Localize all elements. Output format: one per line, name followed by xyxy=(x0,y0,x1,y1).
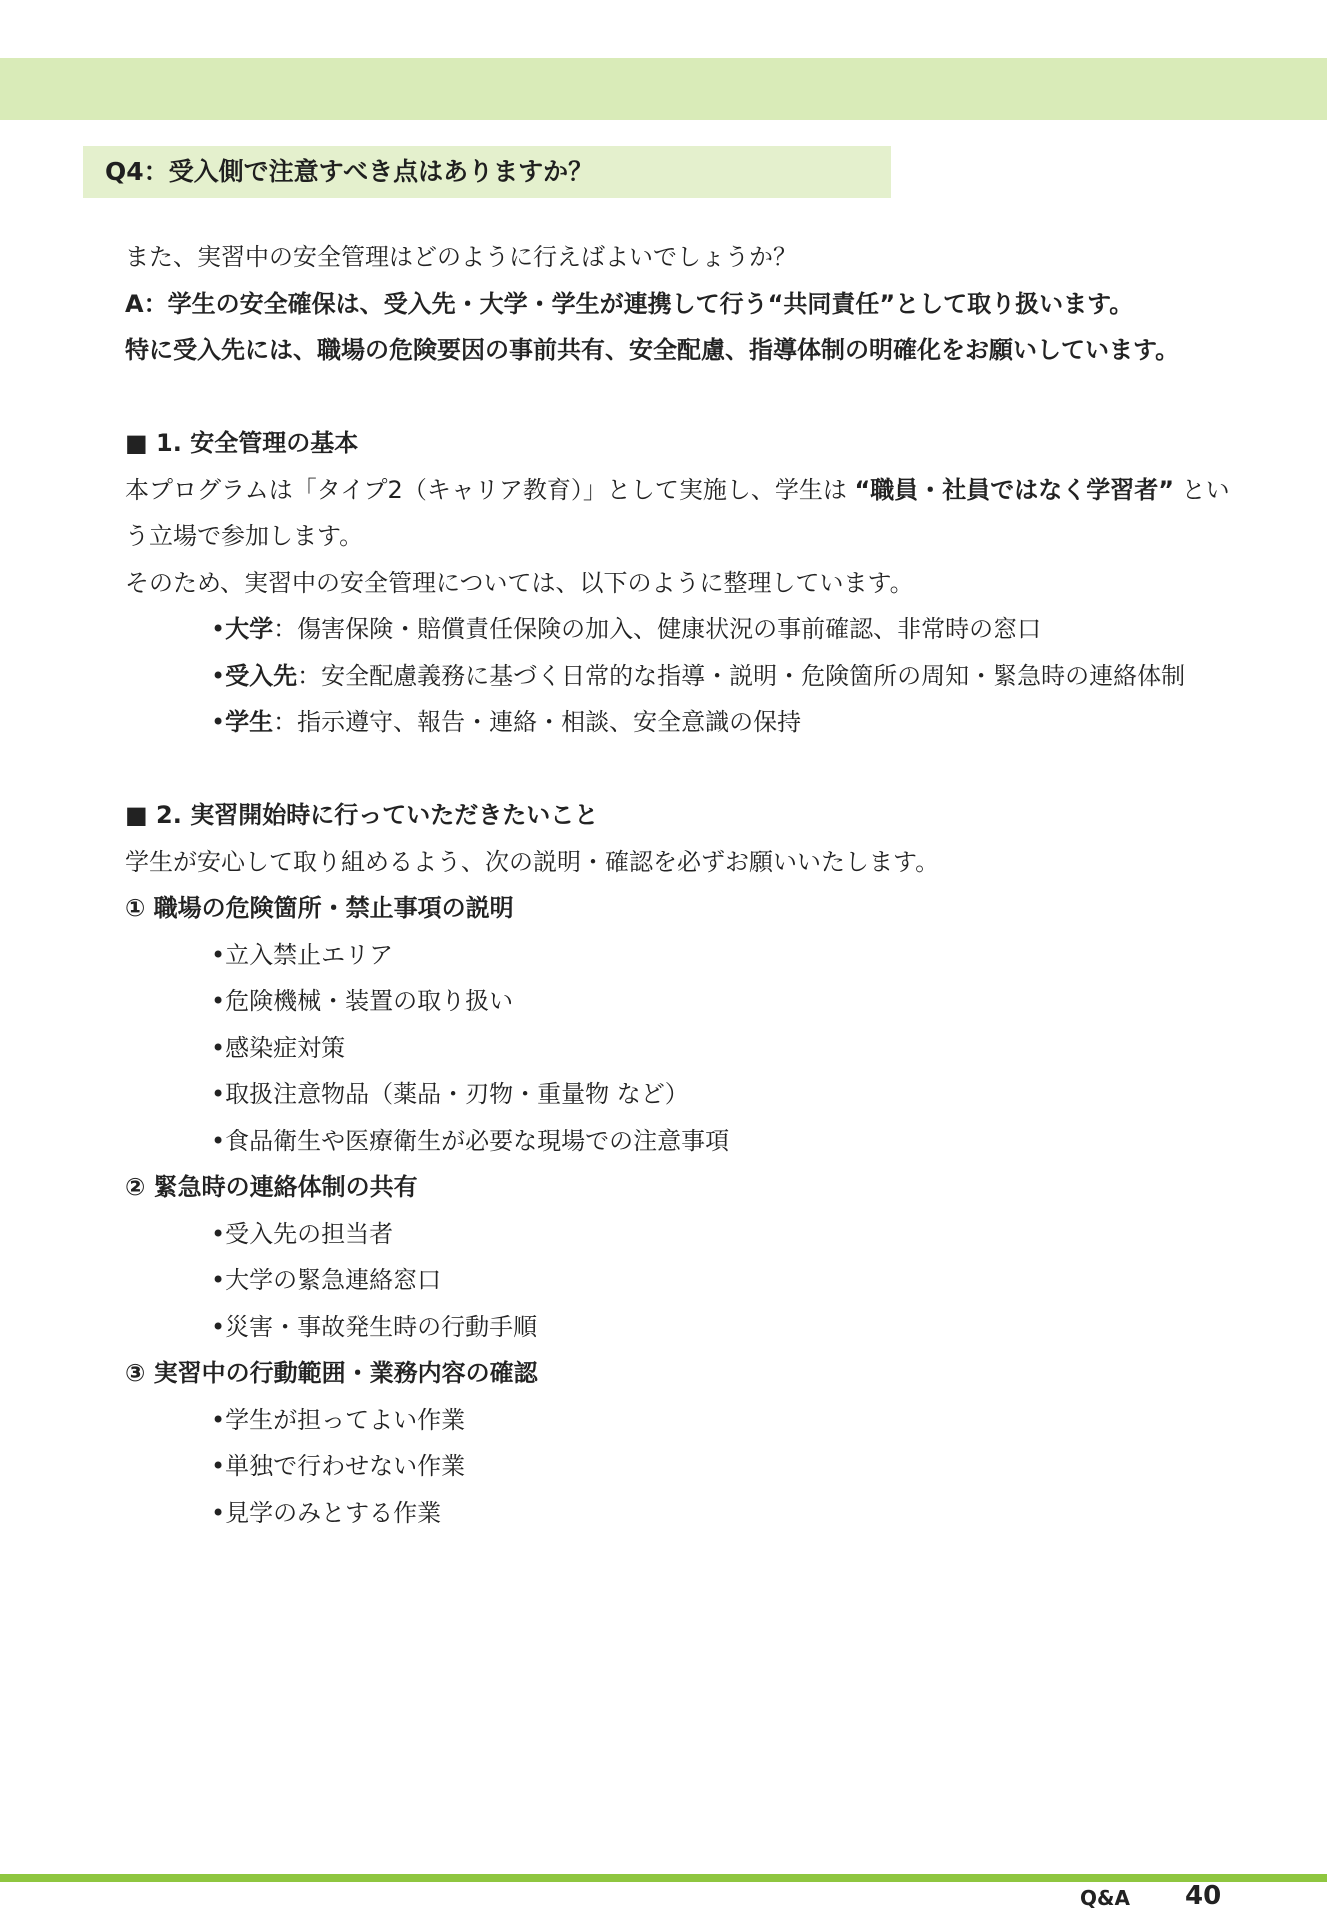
section-1-paragraph-cont: う立場で参加します。 xyxy=(125,522,364,550)
list-item: •取扱注意物品（薬品・刃物・重量物 など） xyxy=(211,1080,689,1108)
responsibility-university: •大学：傷害保険・賠償責任保険の加入、健康状況の事前確認、非常時の窓口 xyxy=(211,615,1042,643)
intro-line-1: また、実習中の安全管理はどのように行えばよいでしょうか？ xyxy=(125,243,797,271)
answer-line-1: A：学生の安全確保は、受入先・大学・学生が連携して行う“共同責任”として取り扱います。 xyxy=(125,289,1134,318)
section-2-heading: ■ 2. 実習開始時に行っていただきたいこと xyxy=(125,801,599,829)
list-item: •立入禁止エリア xyxy=(211,940,394,969)
subsection-1-title: ① 職場の危険箇所・禁止事項の説明 xyxy=(125,894,514,922)
list-item: •見学のみとする作業 xyxy=(211,1498,442,1527)
list-item: •食品衛生や医療衛生が必要な現場での注意事項 xyxy=(211,1126,730,1155)
main-content xyxy=(125,234,1230,1536)
responsibility-label: 学生 xyxy=(225,708,274,736)
question-heading: Q4：受入側で注意すべき点はありますか？ xyxy=(83,146,891,198)
header-band xyxy=(0,58,1327,120)
list-item: •災害・事故発生時の行動手順 xyxy=(211,1312,538,1341)
list-item: •単独で行わせない作業 xyxy=(211,1452,466,1480)
responsibility-label: 大学 xyxy=(225,615,274,643)
list-item: •危険機械・装置の取り扱い xyxy=(211,987,514,1015)
responsibility-text: ：安全配慮義務に基づく日常的な指導・説明・危険箇所の周知・緊急時の連絡体制 xyxy=(297,661,1186,690)
responsibility-text: ：指示遵守、報告・連絡・相談、安全意識の保持 xyxy=(273,708,802,736)
list-item: •感染症対策 xyxy=(211,1033,346,1062)
responsibility-text: ：傷害保険・賠償責任保険の加入、健康状況の事前確認、非常時の窓口 xyxy=(273,615,1042,643)
text: 本プログラムは「タイプ2（キャリア教育）」として実施し、学生は xyxy=(125,475,855,504)
text: とい xyxy=(1174,475,1230,504)
responsibility-student: •学生：指示遵守、報告・連絡・相談、安全意識の保持 xyxy=(211,708,802,736)
answer-line-2: 特に受入先には、職場の危険要因の事前共有、安全配慮、指導体制の明確化をお願いしています。 xyxy=(125,336,1180,364)
list-item: •受入先の担当者 xyxy=(211,1219,394,1248)
footer-section-label: Q&A xyxy=(1080,1886,1130,1910)
list-item: •学生が担ってよい作業 xyxy=(211,1405,466,1434)
footer-band xyxy=(0,1874,1327,1882)
section-1-heading: ■ 1. 安全管理の基本 xyxy=(125,429,359,457)
learner-emphasis: “職員・社員ではなく学習者” xyxy=(854,475,1175,504)
subsection-3-title: ③ 実習中の行動範囲・業務内容の確認 xyxy=(125,1359,538,1387)
responsibility-label: 受入先 xyxy=(225,661,298,690)
list-item: •大学の緊急連絡窓口 xyxy=(211,1266,442,1294)
subsection-2-title: ② 緊急時の連絡体制の共有 xyxy=(125,1173,418,1201)
responsibility-host: •受入先：安全配慮義務に基づく日常的な指導・説明・危険箇所の周知・緊急時の連絡体制 xyxy=(211,661,1186,690)
section-1-paragraph-2: そのため、実習中の安全管理については、以下のように整理しています。 xyxy=(125,568,914,597)
section-1-paragraph xyxy=(125,467,1230,514)
section-2-intro: 学生が安心して取り組めるよう、次の説明・確認を必ずお願いいたします。 xyxy=(125,847,940,876)
page-number: 40 xyxy=(1185,1881,1222,1911)
